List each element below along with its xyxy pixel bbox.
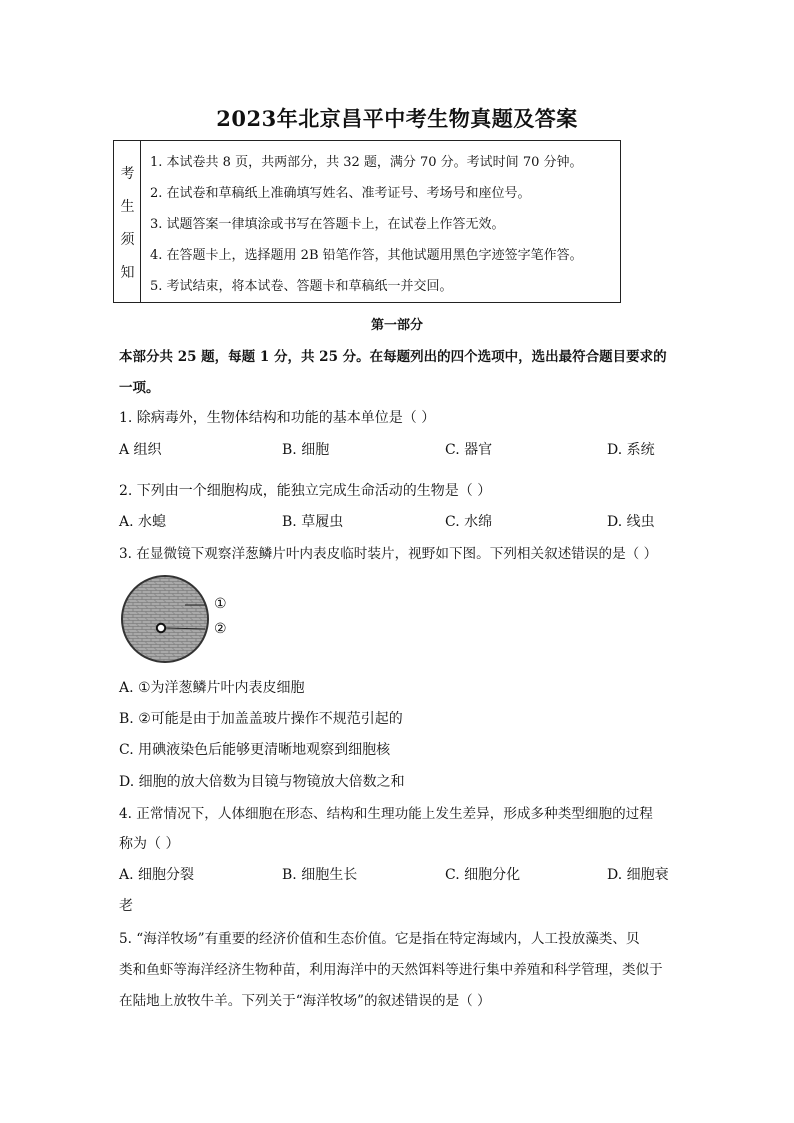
q3-option-d: D. 细胞的放大倍数为目镜与物镜放大倍数之和 [119, 774, 405, 790]
q3-option-b: B. ②可能是由于加盖盖玻片操作不规范引起的 [119, 711, 403, 727]
q4-option-d-overflow: 老 [119, 898, 133, 914]
q4-option-b: B. 细胞生长 [282, 867, 358, 883]
air-bubble-mark [157, 624, 165, 632]
notice-side-char: 生 [120, 199, 135, 215]
page-title: 2023年北京昌平中考生物真题及答案 [216, 106, 578, 131]
question-1-stem: 1. 除病毒外，生物体结构和功能的基本单位是（ ） [119, 410, 436, 426]
notice-line-1: 1. 本试卷共 8 页，共两部分，共 32 题，满分 70 分。考试时间 70 分钟。 [150, 155, 583, 170]
q2-option-d: D. 线虫 [607, 514, 655, 530]
question-2-stem: 2. 下列由一个细胞构成，能独立完成生命活动的生物是（ ） [119, 483, 492, 499]
notice-side-char: 知 [120, 265, 135, 281]
notice-line-2: 2. 在试卷和草稿纸上准确填写姓名、准考证号、考场号和座位号。 [150, 186, 531, 201]
question-5-line-1: 5. “海洋牧场”有重要的经济价值和生态价值。它是指在特定海域内，人工投放藻类、贝 [119, 931, 640, 947]
part-one-intro: 本部分共 25 题，每题 1 分，共 25 分。在每题列出的四个选项中，选出最符合题目要求的 [119, 349, 667, 365]
question-3-stem: 3. 在显微镜下观察洋葱鳞片叶内表皮临时装片，视野如下图。下列相关叙述错误的是（ ） [119, 546, 658, 562]
part-one-title: 第一部分 [370, 318, 423, 333]
q3-option-a: A. ①为洋葱鳞片叶内表皮细胞 [119, 680, 305, 696]
q4-option-d: D. 细胞衰 [607, 867, 669, 883]
microscope-field-figure [117, 571, 237, 666]
figure-label-2: ② [214, 621, 227, 637]
q2-option-a: A. 水螅 [119, 514, 167, 530]
question-5-line-2: 类和鱼虾等海洋经济生物种苗，利用海洋中的天然饵料等进行集中养殖和科学管理，类似于 [119, 962, 663, 978]
q2-option-b: B. 草履虫 [282, 514, 344, 530]
q4-option-a: A. 细胞分裂 [119, 867, 195, 883]
q3-option-c: C. 用碘液染色后能够更清晰地观察到细胞核 [119, 742, 391, 758]
question-5-line-3: 在陆地上放牧牛羊。下列关于“海洋牧场”的叙述错误的是（ ） [119, 993, 491, 1009]
notice-side-label [114, 141, 141, 302]
notice-line-4: 4. 在答题卡上，选择题用 2B 铅笔作答，其他试题用黑色字迹签字笔作答。 [150, 248, 583, 263]
notice-side-char: 须 [120, 232, 135, 248]
exam-notice-box [113, 140, 621, 303]
q1-option-b: B. 细胞 [282, 442, 330, 458]
notice-side-char: 考 [120, 166, 135, 182]
question-4-stem: 4. 正常情况下，人体细胞在形态、结构和生理功能上发生差异，形成多种类型细胞的过程 [119, 806, 653, 822]
part-one-intro-cont: 一项。 [119, 380, 160, 396]
q4-option-c: C. 细胞分化 [445, 867, 521, 883]
microscope-view-image [117, 571, 237, 666]
notice-line-5: 5. 考试结束，将本试卷、答题卡和草稿纸一并交回。 [150, 279, 453, 294]
q1-option-d: D. 系统 [607, 442, 655, 458]
notice-line-3: 3. 试题答案一律填涂或书写在答题卡上，在试卷上作答无效。 [150, 217, 505, 232]
q2-option-c: C. 水绵 [445, 514, 493, 530]
question-4-stem-cont: 称为（ ） [119, 836, 180, 852]
figure-label-1: ① [214, 596, 227, 612]
q1-option-a: A 组织 [119, 442, 162, 458]
q1-option-c: C. 器官 [445, 442, 493, 458]
